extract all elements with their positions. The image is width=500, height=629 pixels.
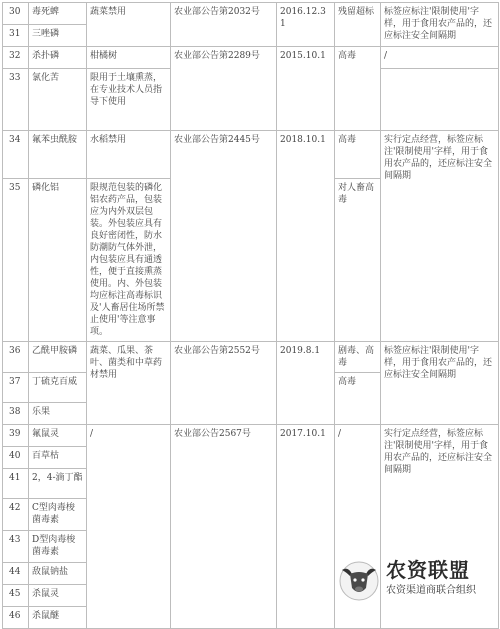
pesticide-name: 杀扑磷 (29, 47, 87, 69)
pesticide-name: 氯化苦 (29, 69, 87, 131)
row-number: 40 (3, 447, 29, 469)
row-number: 36 (3, 342, 29, 373)
pesticide-name: 乙酰甲胺磷 (29, 342, 87, 373)
notice-number: 农业部公告第2289号 (171, 47, 277, 131)
usage-scope: / (87, 425, 171, 629)
pesticide-name: 百草枯 (29, 447, 87, 469)
table-row (3, 47, 499, 69)
table-row (3, 425, 499, 447)
row-number: 45 (3, 585, 29, 607)
table-row (3, 131, 499, 179)
usage-scope: 蔬菜、瓜果、茶叶、菌类和中草药材禁用 (87, 342, 171, 425)
pesticide-name: 氟苯虫酰胺 (29, 131, 87, 179)
watermark (334, 556, 494, 608)
row-number: 37 (3, 373, 29, 403)
management-note: 标签应标注'限制使用'字样，用于食用农产品的，还应标注安全间隔期 (381, 3, 499, 47)
management-note: / (381, 47, 499, 69)
management-note: 实行定点经营，标签应标注'限制使用'字样，用于食用农产品的，还应标注安全间隔期 (381, 425, 499, 629)
row-number: 30 (3, 3, 29, 25)
management-note: 实行定点经营，标签应标注'限制使用'字样，用于食用农产品的，还应标注安全间隔期 (381, 131, 499, 342)
row-number: 34 (3, 131, 29, 179)
pesticide-name: 氟鼠灵 (29, 425, 87, 447)
pesticide-name: C型肉毒梭菌毒素 (29, 499, 87, 531)
row-number: 38 (3, 403, 29, 425)
usage-scope: 限规范包装的磷化铝农药产品，包装应为内外双层包装。外包装应具有良好密闭性，防水防潮防气体外泄，内包装应具有通透性，便于直接熏蒸使用。内、外包装均应标注高毒标识及'人畜居住场所禁止使用'等注意事项。 (87, 179, 171, 342)
effective-date: 2016.12.31 (277, 3, 335, 47)
restriction-reason: 高毒 (335, 131, 381, 179)
notice-number: 农业部公告第2032号 (171, 3, 277, 47)
row-number: 43 (3, 531, 29, 563)
pesticide-name: 杀鼠醚 (29, 607, 87, 629)
usage-scope: 柑橘树 (87, 47, 171, 69)
pesticide-name: 丁硫克百威 (29, 373, 87, 403)
restriction-reason: 高毒 (335, 47, 381, 131)
table-row (3, 3, 499, 25)
row-number: 44 (3, 563, 29, 585)
pesticide-name: 磷化铝 (29, 179, 87, 342)
notice-number: 农业部公告第2552号 (171, 342, 277, 425)
pesticide-name: D型肉毒梭菌毒素 (29, 531, 87, 563)
row-number: 42 (3, 499, 29, 531)
row-number: 32 (3, 47, 29, 69)
row-number: 35 (3, 179, 29, 342)
pesticide-name: 三唑磷 (29, 25, 87, 47)
pesticide-name: 敌鼠钠盐 (29, 563, 87, 585)
row-number: 31 (3, 25, 29, 47)
restriction-reason: 残留超标 (335, 3, 381, 47)
pesticide-name: 毒死蜱 (29, 3, 87, 25)
restriction-reason: / (335, 425, 381, 629)
pesticide-name: 乐果 (29, 403, 87, 425)
effective-date: 2018.10.1 (277, 131, 335, 342)
restriction-reason: 剧毒、高毒 (335, 342, 381, 373)
effective-date: 2015.10.1 (277, 47, 335, 131)
usage-scope: 蔬菜禁用 (87, 3, 171, 47)
effective-date: 2019.8.1 (277, 342, 335, 425)
pesticide-restriction-table (2, 2, 499, 629)
notice-number: 农业部公告2567号 (171, 425, 277, 629)
pesticide-name: 杀鼠灵 (29, 585, 87, 607)
restriction-reason: 高毒 (335, 373, 381, 425)
table-row (3, 342, 499, 373)
usage-scope: 限用于土壤熏蒸，在专业技术人员指导下使用 (87, 69, 171, 131)
notice-number: 农业部公告第2445号 (171, 131, 277, 342)
watermark-subtitle: 农资渠道商联合组织 (386, 585, 476, 596)
pesticide-name: 2，4-滴丁酯 (29, 469, 87, 499)
watermark-title: 农资联盟 (386, 558, 470, 582)
management-note: 标签应标注'限制使用'字样，用于食用农产品的，还应标注安全间隔期 (381, 342, 499, 425)
row-number: 39 (3, 425, 29, 447)
usage-scope: 水稻禁用 (87, 131, 171, 179)
row-number: 46 (3, 607, 29, 629)
effective-date: 2017.10.1 (277, 425, 335, 629)
restriction-reason: 对人畜高毒 (335, 179, 381, 342)
row-number: 41 (3, 469, 29, 499)
management-note (381, 69, 499, 131)
row-number: 33 (3, 69, 29, 131)
bull-head-icon (334, 558, 384, 604)
